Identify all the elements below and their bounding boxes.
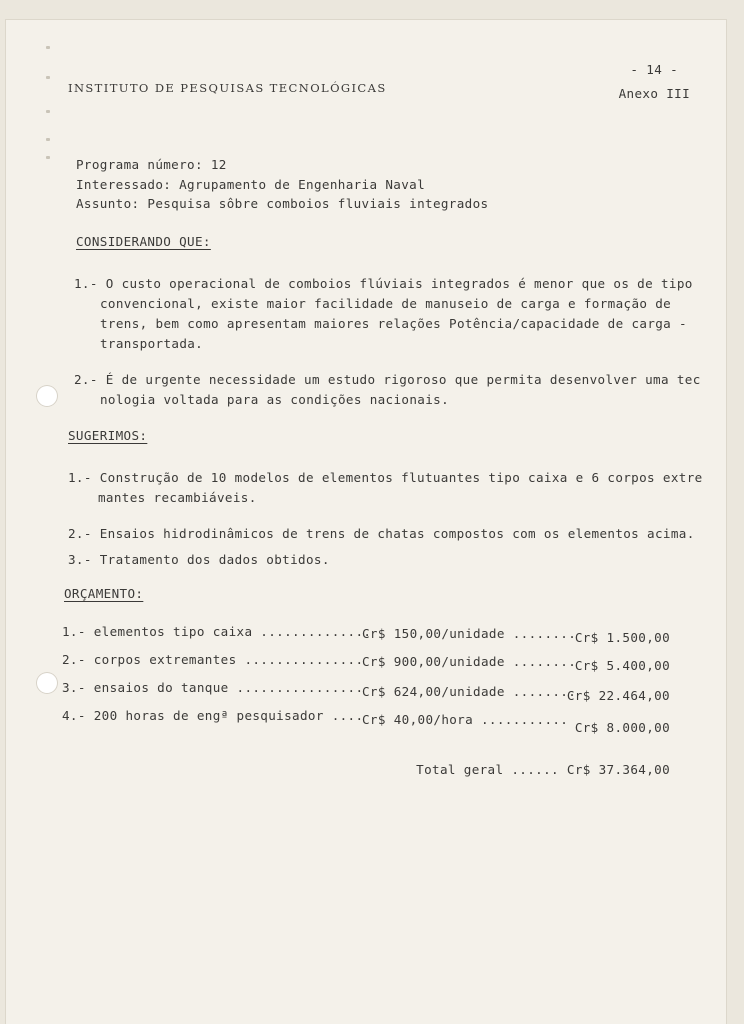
margin-mark [46, 110, 50, 113]
considerando-line: convencional, existe maior facilidade de manuseio de carga e formação de [100, 296, 672, 311]
sugerimos-line: mantes recambiáveis. [98, 490, 257, 505]
section-heading-considerando: CONSIDERANDO QUE: [76, 234, 211, 249]
grand-total: Total geral ...... Cr$ 37.364,00 [416, 762, 670, 777]
budget-total: Cr$ 5.400,00 [574, 658, 670, 673]
considerando-line: nologia voltada para as condições nacionais. [100, 392, 450, 407]
page-number: - 14 - [630, 62, 678, 77]
interested-party: Interessado: Agrupamento de Engenharia Naval [76, 177, 426, 192]
budget-unit-price: Cr$ 150,00/unidade ........ [362, 626, 577, 641]
budget-item: 2.- corpos extremantes ............... [62, 652, 364, 667]
punch-hole [36, 672, 58, 694]
section-heading-sugerimos: SUGERIMOS: [68, 428, 148, 443]
annex-label: Anexo III [618, 86, 690, 101]
budget-total: Cr$ 8.000,00 [574, 720, 670, 735]
budget-item: 3.- ensaios do tanque ................ [62, 680, 364, 695]
budget-total: Cr$ 1.500,00 [574, 630, 670, 645]
considerando-line: transportada. [100, 336, 204, 351]
considerando-line: 2.- É de urgente necessidade um estudo rigoroso que permita desenvolver uma tec [74, 372, 701, 387]
budget-item: 1.- elementos tipo caixa .............. [62, 624, 372, 639]
institution-name: INSTITUTO DE PESQUISAS TECNOLÓGICAS [68, 81, 387, 95]
subject-line: Assunto: Pesquisa sôbre comboios fluviais integrados [76, 196, 489, 211]
budget-unit-price: Cr$ 624,00/unidade ........ [362, 684, 577, 699]
budget-unit-price: Cr$ 40,00/hora ........... [362, 712, 569, 727]
program-number: Programa número: 12 [76, 157, 227, 172]
margin-mark [46, 138, 50, 141]
sugerimos-line: 3.- Tratamento dos dados obtidos. [68, 552, 330, 567]
margin-mark [46, 156, 50, 159]
section-heading-orcamento: ORÇAMENTO: [64, 586, 144, 601]
budget-unit-price: Cr$ 900,00/unidade ........ [362, 654, 577, 669]
considerando-line: trens, bem como apresentam maiores relações Potência/capacidade de carga - [100, 316, 687, 331]
considerando-line: 1.- O custo operacional de comboios flúviais integrados é menor que os de tipo [74, 276, 693, 291]
budget-total: Cr$ 22.464,00 [566, 688, 670, 703]
margin-mark [46, 46, 50, 49]
margin-mark [46, 76, 50, 79]
sugerimos-line: 2.- Ensaios hidrodinâmicos de trens de chatas compostos com os elementos acima. [68, 526, 695, 541]
sugerimos-line: 1.- Construção de 10 modelos de elementos flutuantes tipo caixa e 6 corpos extre [68, 470, 703, 485]
punch-hole [36, 385, 58, 407]
budget-item: 4.- 200 horas de engª pesquisador .... [62, 708, 364, 723]
document-page [6, 20, 726, 1024]
